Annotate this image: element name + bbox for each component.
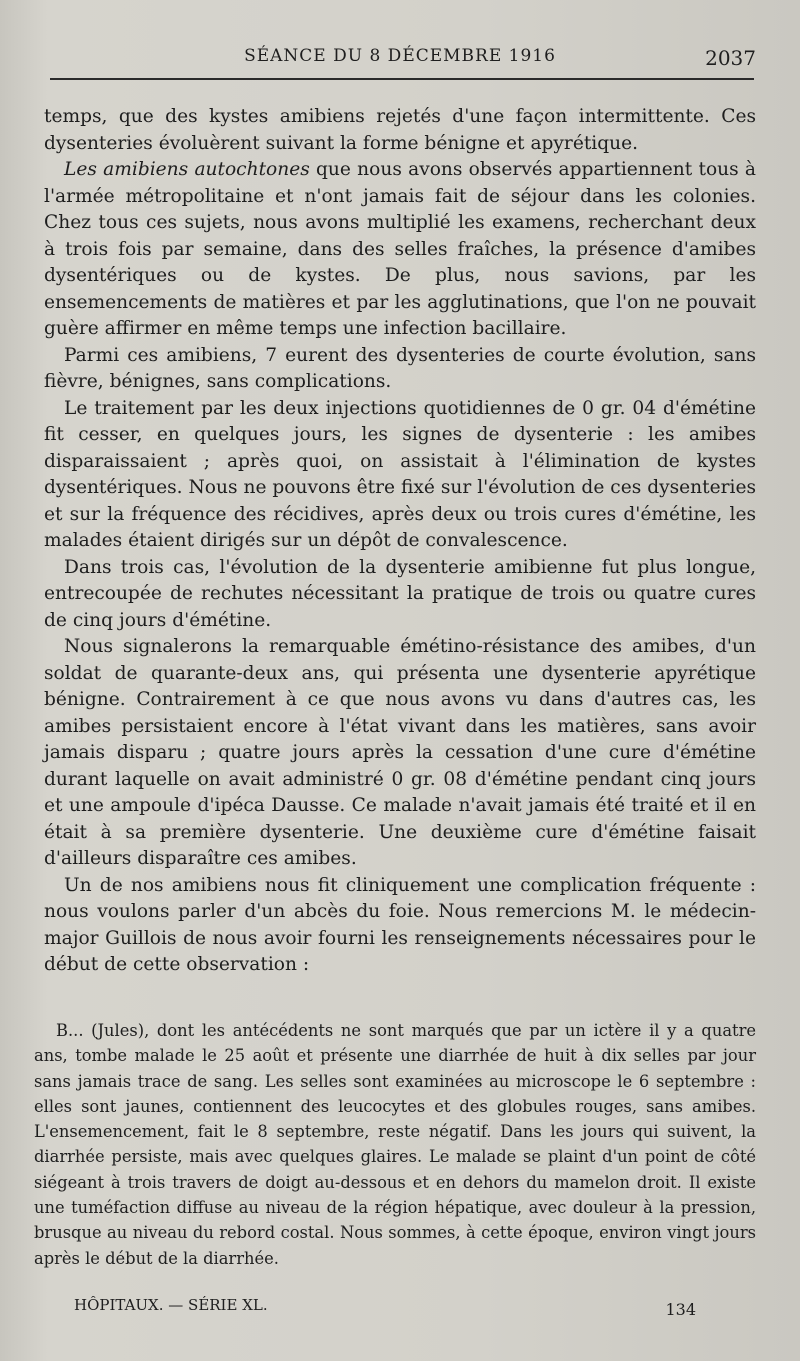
footer-signature: 134	[665, 1300, 696, 1319]
paragraph: temps, que des kystes amibiens rejetés d'une façon intermittente. Ces dysenteries évoluèrent suivant la forme bénigne et apyrétique.	[44, 106, 756, 154]
paragraph-lead: Les amibiens autochtones	[64, 159, 310, 180]
paragraph: Le traitement par les deux injections quotidiennes de 0 gr. 04 d'émétine fit cesser, en quelques jours, les signes de dysenterie : les amibes disparaissaient ; après quoi, on assistait à l'élimination de kystes dysentériques. Nous ne pouvons être fixé sur l'évolution de ces dysenteries et sur la fréquence des récidives, après deux ou trois cures d'émétine, les malades étaient dirigés sur un dépôt de convalescence.	[44, 397, 756, 551]
paragraph: Dans trois cas, l'évolution de la dysenterie amibienne fut plus longue, entrecoupée de rechutes nécessitant la pratique de trois ou quatre cures de cinq jours d'émétine.	[44, 556, 756, 631]
page-number: 2037	[705, 46, 756, 70]
footer-series: HÔPITAUX. — SÉRIE XL.	[74, 1296, 268, 1314]
paragraph: Nous signalerons la remarquable émétino-résistance des amibes, d'un soldat de quarante-deux ans, qui présenta une dysenterie apyrétique bénigne. Contrairement à ce que nous avons vu dans d'autres cas, les amibes persistaient encore à l'état vivant dans les matières, sans avoir jamais disparu ; quatre jours après la cessation d'une cure d'émétine durant laquelle on avait administré 0 gr. 08 d'émétine pendant cinq jours et une ampoule d'ipéca Dausse. Ce malade n'avait jamais été traité et il en était à sa première dysenterie. Une deuxième cure d'émétine faisait d'ailleurs disparaître ces amibes.	[44, 636, 756, 869]
paragraph: Un de nos amibiens nous fit cliniquement une complication fréquente : nous voulons parler d'un abcès du foie. Nous remercions M. le médecin-major Guillois de nous avoir fourni les renseignements nécessaires pour le début de cette observation :	[44, 874, 756, 975]
page-footer	[74, 1296, 696, 1326]
header-rule	[50, 78, 754, 80]
paragraph-text: que nous avons observés appartiennent tous à l'armée métropolitaine et n'ont jamais fait de séjour dans les colonies. Chez tous ces sujets, nous avons multiplié les examens, recherchant deux à trois fois par semaine, dans des selles fraîches, la présence d'amibes dysentériques ou de kystes. De plus, nous savions, par les ensemencements de matières et par les agglutinations, que l'on ne pouvait guère affirmer en même temps une infection bacillaire.	[44, 159, 757, 339]
case-report	[34, 1018, 756, 1271]
header-title: SÉANCE DU 8 DÉCEMBRE 1916	[244, 46, 556, 66]
paragraph: Parmi ces amibiens, 7 eurent des dysenteries de courte évolution, sans fièvre, bénignes, sans complications.	[44, 344, 756, 392]
case-report-text: B... (Jules), dont les antécédents ne sont marqués que par un ictère il y a quatre ans, tombe malade le 25 août et présente une diarrhée de huit à dix selles par jour sans jamais trace de sang. Les selles sont examinées au microscope le 6 septembre : elles sont jaunes, contiennent des leucocytes et des globules rouges, sans amibes. L'ensemencement, fait le 8 septembre, reste négatif. Dans les jours qui suivent, la diarrhée persiste, mais avec quelques glaires. Le malade se plaint d'un point de côté siégeant à trois travers de doigt au-dessous et en dehors du mamelon droit. Il existe une tuméfaction diffuse au niveau de la région hépatique, avec douleur à la pression, brusque au niveau du rebord costal. Nous sommes, à cette époque, environ vingt jours après le début de la diarrhée.	[34, 1021, 756, 1268]
paragraph	[44, 157, 756, 343]
body-text	[44, 104, 756, 979]
running-header	[44, 44, 756, 74]
